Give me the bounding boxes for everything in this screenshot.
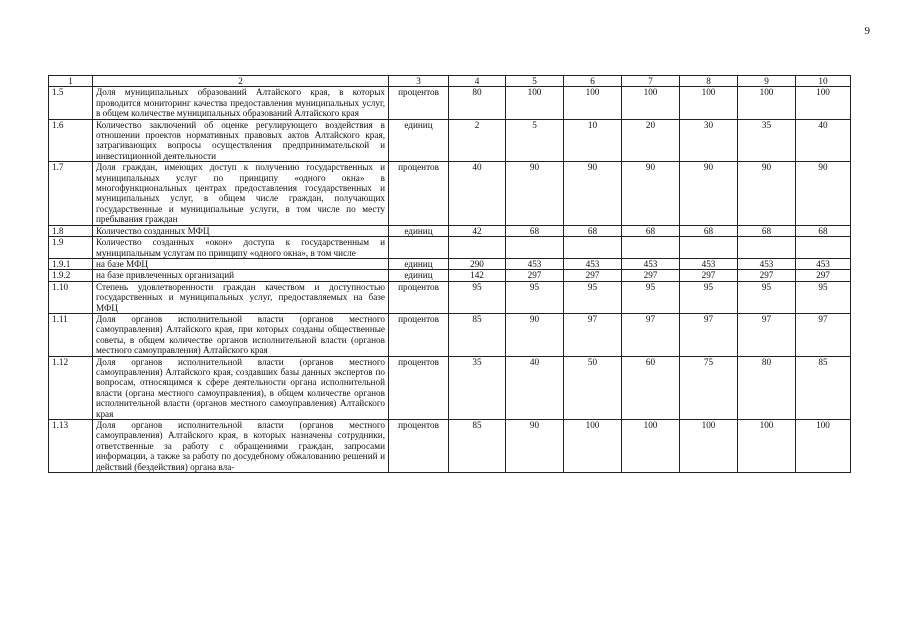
value-cell: 68 <box>622 225 680 236</box>
header-cell: 6 <box>564 76 622 87</box>
value-cell: 297 <box>622 270 680 281</box>
value-cell: 40 <box>796 119 851 162</box>
indicator-name: Доля органов исполнительной власти (органов местного самоуправления) Алтайского края, при которых созданы общественные советы, в общем количестве органов исполнительной власти (органов местного самоуправления) Алтайского края <box>93 313 389 356</box>
unit-cell: единиц <box>389 258 449 269</box>
unit-cell: единиц <box>389 270 449 281</box>
value-cell: 100 <box>622 87 680 119</box>
indicator-name: Количество заключений об оценке регулирующего воздействия в отношении проектов нормативных правовых актов Алтайского края, затрагивающих вопросы осуществления предпринимательской и инвестиционной деятельности <box>93 119 389 162</box>
indicator-name: Количество созданных МФЦ <box>93 225 389 236</box>
header-cell: 8 <box>680 76 738 87</box>
value-cell: 297 <box>796 270 851 281</box>
value-cell: 95 <box>506 281 564 313</box>
value-cell: 50 <box>564 356 622 419</box>
value-cell: 85 <box>449 420 506 473</box>
header-cell: 9 <box>738 76 796 87</box>
indicator-name: Доля органов исполнительной власти (органов местного самоуправления) Алтайского края, в которых назначены сотрудники, ответственные за работу с обращениями граждан, запросами информации, а также за работу по досудебному обжалованию решений и действий (бездействия) органа вла- <box>93 420 389 473</box>
value-cell: 40 <box>449 162 506 225</box>
header-cell: 7 <box>622 76 680 87</box>
row-number: 1.9.1 <box>49 258 93 269</box>
value-cell <box>738 237 796 259</box>
indicator-name: на базе привлеченных организаций <box>93 270 389 281</box>
row-number: 1.10 <box>49 281 93 313</box>
table-row <box>49 420 851 473</box>
unit-cell: единиц <box>389 225 449 236</box>
indicator-name: Доля муниципальных образований Алтайского края, в которых проводится мониторинг качества предоставления муниципальных услуг, в общем количестве муниципальных образований Алтайского края <box>93 87 389 119</box>
row-number: 1.9.2 <box>49 270 93 281</box>
value-cell: 40 <box>506 356 564 419</box>
value-cell: 80 <box>738 356 796 419</box>
header-cell: 3 <box>389 76 449 87</box>
value-cell: 100 <box>680 87 738 119</box>
unit-cell: единиц <box>389 119 449 162</box>
value-cell: 90 <box>506 420 564 473</box>
table-row <box>49 237 851 259</box>
row-number: 1.8 <box>49 225 93 236</box>
value-cell: 75 <box>680 356 738 419</box>
value-cell: 297 <box>506 270 564 281</box>
table-row <box>49 258 851 269</box>
value-cell: 90 <box>738 162 796 225</box>
value-cell: 20 <box>622 119 680 162</box>
header-cell: 1 <box>49 76 93 87</box>
table-body <box>49 76 851 473</box>
value-cell: 68 <box>680 225 738 236</box>
value-cell: 142 <box>449 270 506 281</box>
value-cell: 95 <box>449 281 506 313</box>
value-cell: 68 <box>738 225 796 236</box>
value-cell: 100 <box>506 87 564 119</box>
value-cell: 97 <box>564 313 622 356</box>
value-cell: 97 <box>738 313 796 356</box>
value-cell: 297 <box>564 270 622 281</box>
table-row <box>49 313 851 356</box>
header-cell: 10 <box>796 76 851 87</box>
header-cell: 4 <box>449 76 506 87</box>
unit-cell: процентов <box>389 356 449 419</box>
row-number: 1.7 <box>49 162 93 225</box>
value-cell: 95 <box>564 281 622 313</box>
value-cell: 90 <box>796 162 851 225</box>
indicators-table <box>48 75 851 473</box>
unit-cell: процентов <box>389 313 449 356</box>
unit-cell: процентов <box>389 420 449 473</box>
value-cell <box>506 237 564 259</box>
value-cell: 453 <box>506 258 564 269</box>
table-row <box>49 119 851 162</box>
row-number: 1.9 <box>49 237 93 259</box>
value-cell: 97 <box>796 313 851 356</box>
value-cell: 10 <box>564 119 622 162</box>
value-cell <box>796 237 851 259</box>
value-cell: 90 <box>622 162 680 225</box>
table-row <box>49 356 851 419</box>
value-cell: 2 <box>449 119 506 162</box>
value-cell: 95 <box>738 281 796 313</box>
unit-cell: процентов <box>389 281 449 313</box>
value-cell: 90 <box>506 162 564 225</box>
value-cell: 290 <box>449 258 506 269</box>
value-cell: 80 <box>449 87 506 119</box>
row-number: 1.12 <box>49 356 93 419</box>
unit-cell <box>389 237 449 259</box>
value-cell: 42 <box>449 225 506 236</box>
value-cell: 85 <box>796 356 851 419</box>
value-cell: 100 <box>738 87 796 119</box>
value-cell: 453 <box>622 258 680 269</box>
table-row <box>49 270 851 281</box>
value-cell <box>449 237 506 259</box>
value-cell: 297 <box>680 270 738 281</box>
indicator-name: Количество созданных «окон» доступа к государственным и муниципальным услугам по принципу «одного окна», в том числе <box>93 237 389 259</box>
value-cell: 97 <box>622 313 680 356</box>
table-header-row <box>49 76 851 87</box>
value-cell: 100 <box>738 420 796 473</box>
value-cell <box>622 237 680 259</box>
header-cell: 2 <box>93 76 389 87</box>
table-row <box>49 87 851 119</box>
unit-cell: процентов <box>389 162 449 225</box>
indicator-name: на базе МФЦ <box>93 258 389 269</box>
page-number: 9 <box>864 25 870 37</box>
value-cell: 100 <box>622 420 680 473</box>
value-cell: 90 <box>564 162 622 225</box>
indicator-name: Доля граждан, имеющих доступ к получению государственных и муниципальных услуг по принципу «одного окна» в многофункциональных центрах предоставления государственных и муниципальных услуг, в общем числе граждан, получающих государственные и муниципальные услуги, в том числе по месту пребывания граждан <box>93 162 389 225</box>
indicator-name: Степень удовлетворенности граждан качеством и доступностью государственных и муниципальных услуг, предоставляемых на базе МФЦ <box>93 281 389 313</box>
value-cell: 60 <box>622 356 680 419</box>
table-row <box>49 162 851 225</box>
value-cell: 453 <box>796 258 851 269</box>
value-cell: 85 <box>449 313 506 356</box>
value-cell: 5 <box>506 119 564 162</box>
row-number: 1.13 <box>49 420 93 473</box>
value-cell: 453 <box>738 258 796 269</box>
value-cell: 453 <box>564 258 622 269</box>
row-number: 1.5 <box>49 87 93 119</box>
value-cell: 97 <box>680 313 738 356</box>
value-cell: 100 <box>796 420 851 473</box>
value-cell: 68 <box>506 225 564 236</box>
value-cell: 68 <box>564 225 622 236</box>
table-row <box>49 281 851 313</box>
value-cell <box>680 237 738 259</box>
value-cell: 95 <box>796 281 851 313</box>
value-cell: 100 <box>680 420 738 473</box>
value-cell: 35 <box>738 119 796 162</box>
value-cell: 68 <box>796 225 851 236</box>
table-row <box>49 225 851 236</box>
row-number: 1.6 <box>49 119 93 162</box>
value-cell: 453 <box>680 258 738 269</box>
unit-cell: процентов <box>389 87 449 119</box>
value-cell: 100 <box>796 87 851 119</box>
value-cell <box>564 237 622 259</box>
value-cell: 297 <box>738 270 796 281</box>
value-cell: 35 <box>449 356 506 419</box>
value-cell: 100 <box>564 87 622 119</box>
row-number: 1.11 <box>49 313 93 356</box>
value-cell: 90 <box>506 313 564 356</box>
value-cell: 90 <box>680 162 738 225</box>
header-cell: 5 <box>506 76 564 87</box>
value-cell: 30 <box>680 119 738 162</box>
value-cell: 95 <box>622 281 680 313</box>
indicator-name: Доля органов исполнительной власти (органов местного самоуправления) Алтайского края, создавших базы данных экспертов по вопросам, относящимся к сфере деятельности органа исполнительной власти (органа местного самоуправления), в общем количестве органов исполнительной власти (органов местного самоуправления) Алтайского края <box>93 356 389 419</box>
value-cell: 100 <box>564 420 622 473</box>
value-cell: 95 <box>680 281 738 313</box>
